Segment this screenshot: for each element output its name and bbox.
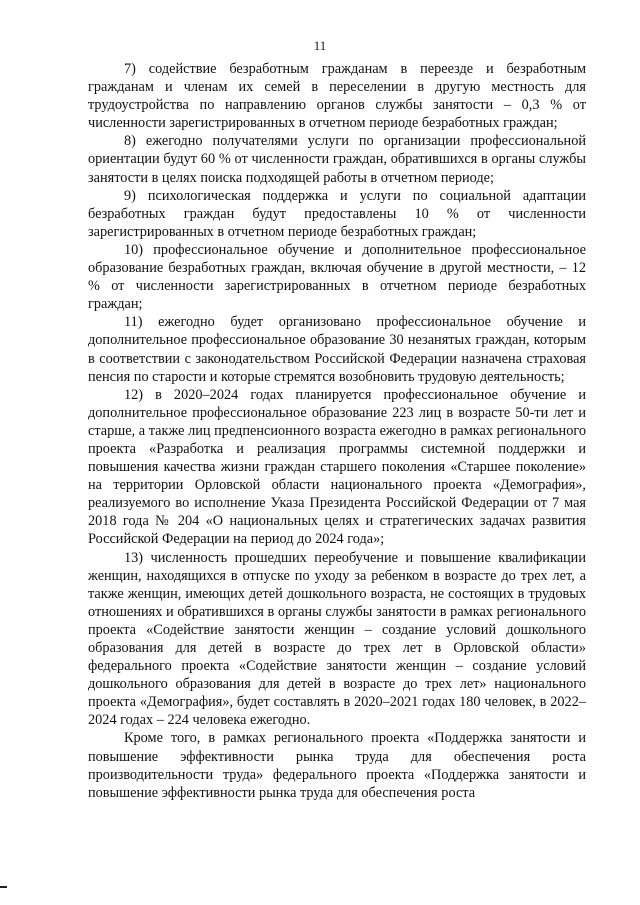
paragraph-item-11: 11) ежегодно будет организовано профессиональное обучение и дополнительное профессиональное образование 30 незанятых граждан, которым в соответствии с законодательством Российской Федерации назначена страховая пенсия по старости и которые стремятся возобновить трудовую деятельность; [88, 314, 586, 385]
page-number: 11 [313, 38, 327, 53]
paragraph-item-13: 13) численность прошедших переобучение и повышение квалификации женщин, находящихся в отпуске по уходу за ребенком в возрасте до трех лет, а также женщин, имеющих детей дошкольного возраста, не состоящих в трудовых отношениях и обратившихся в органы службы занятости в рамках регионального проекта «Содействие занятости женщин – создание условий дошкольного образования для детей в возрасте до трех лет в Орловской области» федерального проекта «Содействие занятости женщин – создание условий дошкольного образования для детей в возрасте до трех лет» национального проекта «Демография», будет составлять в 2020–2021 годах 180 человек, в 2022–2024 годах – 224 человека ежегодно. [88, 549, 586, 729]
paragraph-item-12: 12) в 2020–2024 годах планируется профессиональное обучение и дополнительное профессиональное образование 223 лиц в возрасте 50-ти лет и старше, а также лиц предпенсионного возраста ежегодно в рамках регионального проекта «Разработка и реализация программы системной поддержки и повышения качества жизни граждан старшего поколения «Старшее поколение» на территории Орловской области национального проекта «Демография», реализуемого во исполнение Указа Президента Российской Федерации от 7 мая 2018 года № 204 «О национальных целях и стратегических задачах развития Российской Федерации на период до 2024 года»; [88, 386, 586, 548]
paragraph-item-10: 10) профессиональное обучение и дополнительное профессиональное образование безработных граждан, включая обучение в другой местности, – 12 % от численности зарегистрированных в отчетном периоде безработных граждан; [88, 241, 586, 313]
paragraph-item-7: 7) содействие безработным гражданам в переезде и безработным гражданам и членам их семей в переселении в другую местность для трудоустройства по направлению органов службы занятости – 0,3 % от численности зарегистрированных в отчетном периоде безработных граждан; [88, 61, 586, 132]
paragraph-additional: Кроме того, в рамках регионального проекта «Поддержка занятости и повышение эффективности рынка труда для обеспечения роста производительности труда» федерального проекта «Поддержка занятости и повышение эффективности рынка труда для обеспечения роста [88, 730, 586, 801]
paragraph-item-9: 9) психологическая поддержка и услуги по социальной адаптации безработных граждан будут предоставлены 10 % от численности зарегистрированных в отчетном периоде безработных граждан; [88, 187, 586, 240]
paragraph-item-8: 8) ежегодно получателями услуги по организации профессиональной ориентации будут 60 % от численности граждан, обратившихся в органы службы занятости в целях поиска подходящей работы в отчетном периоде; [88, 133, 586, 186]
scan-artifact-mark [0, 886, 7, 888]
document-body [88, 60, 586, 802]
